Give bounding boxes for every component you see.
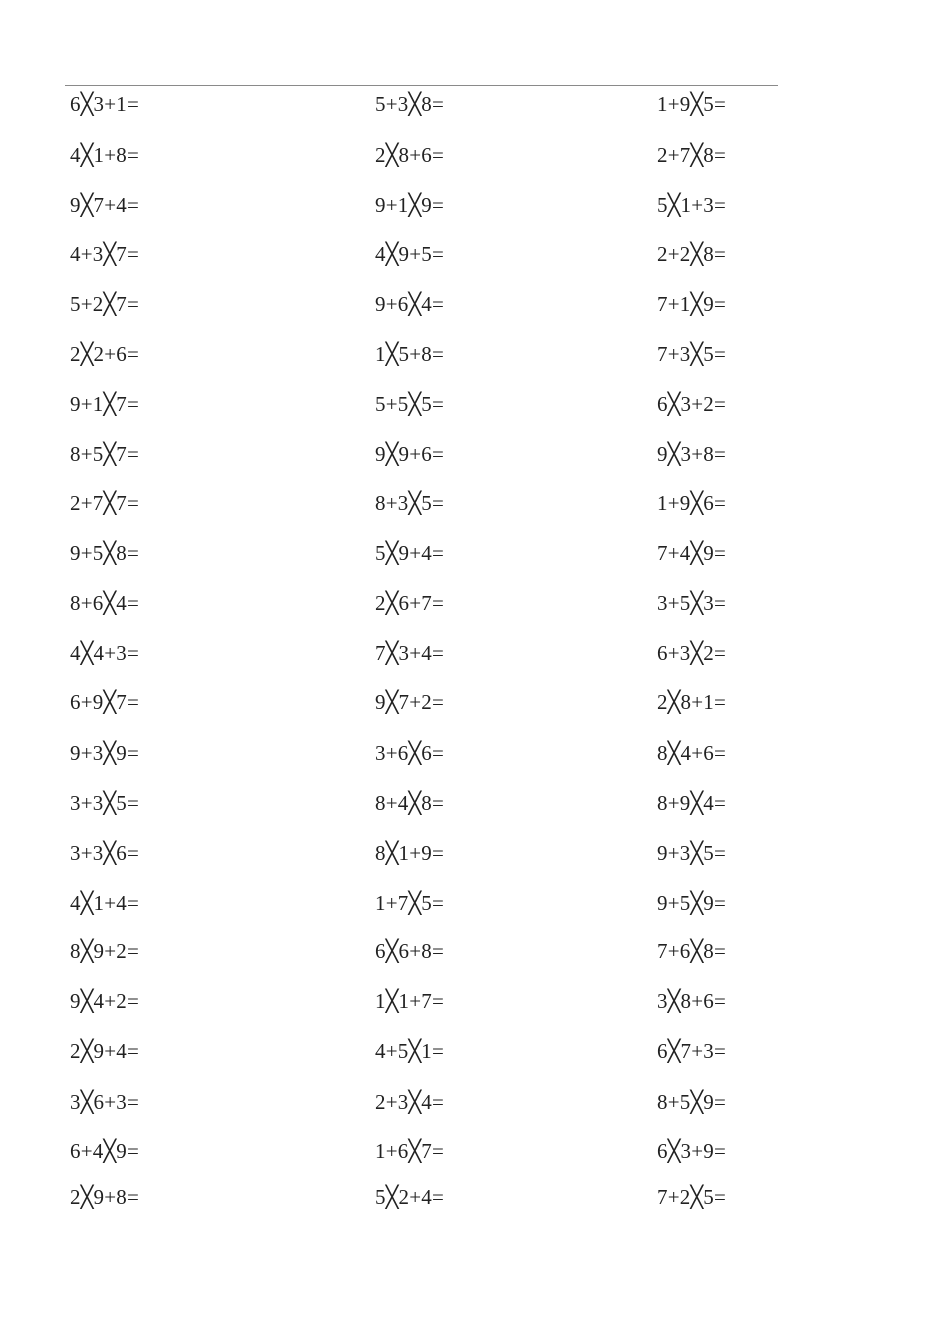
problem-c2-r3: 9+1╳9= xyxy=(375,193,445,217)
problem-c2-r22: 1+6╳7= xyxy=(375,1139,445,1163)
problem-c2-r6: 1╳5+8= xyxy=(375,342,445,366)
problem-c3-r2: 2+7╳8= xyxy=(657,143,727,167)
problem-c1-r2: 4╳1+8= xyxy=(70,143,140,167)
problem-c1-r21: 3╳6+3= xyxy=(70,1090,140,1114)
problem-c3-r20: 6╳7+3= xyxy=(657,1039,727,1063)
problem-c3-r3: 5╳1+3= xyxy=(657,193,727,217)
problem-c1-r20: 2╳9+4= xyxy=(70,1039,140,1063)
problem-c3-r16: 9+3╳5= xyxy=(657,841,727,865)
problem-c2-r18: 6╳6+8= xyxy=(375,939,445,963)
problem-c3-r7: 6╳3+2= xyxy=(657,392,727,416)
problem-c2-r16: 8╳1+9= xyxy=(375,841,445,865)
problem-c3-r17: 9+5╳9= xyxy=(657,891,727,915)
problem-c1-r1: 6╳3+1= xyxy=(70,92,140,116)
problem-c1-r22: 6+4╳9= xyxy=(70,1139,140,1163)
problem-c2-r13: 9╳7+2= xyxy=(375,690,445,714)
problem-c1-r13: 6+9╳7= xyxy=(70,690,140,714)
problem-c3-r23: 7+2╳5= xyxy=(657,1185,727,1209)
problem-c1-r15: 3+3╳5= xyxy=(70,791,140,815)
problem-c1-r11: 8+6╳4= xyxy=(70,591,140,615)
problem-c3-r1: 1+9╳5= xyxy=(657,92,727,116)
problem-c3-r19: 3╳8+6= xyxy=(657,989,727,1013)
problem-c3-r18: 7+6╳8= xyxy=(657,939,727,963)
problem-c2-r15: 8+4╳8= xyxy=(375,791,445,815)
problem-c3-r8: 9╳3+8= xyxy=(657,442,727,466)
problem-c2-r11: 2╳6+7= xyxy=(375,591,445,615)
problem-c1-r7: 9+1╳7= xyxy=(70,392,140,416)
problem-c3-r5: 7+1╳9= xyxy=(657,292,727,316)
problem-c2-r19: 1╳1+7= xyxy=(375,989,445,1013)
problem-c1-r3: 9╳7+4= xyxy=(70,193,140,217)
problem-c1-r9: 2+7╳7= xyxy=(70,491,140,515)
problem-c3-r11: 3+5╳3= xyxy=(657,591,727,615)
problem-c3-r4: 2+2╳8= xyxy=(657,242,727,266)
problem-c2-r17: 1+7╳5= xyxy=(375,891,445,915)
problem-c3-r22: 6╳3+9= xyxy=(657,1139,727,1163)
problem-c3-r10: 7+4╳9= xyxy=(657,541,727,565)
problem-c1-r23: 2╳9+8= xyxy=(70,1185,140,1209)
problem-c1-r5: 5+2╳7= xyxy=(70,292,140,316)
problem-c3-r14: 8╳4+6= xyxy=(657,741,727,765)
problem-c1-r4: 4+3╳7= xyxy=(70,242,140,266)
problem-c2-r5: 9+6╳4= xyxy=(375,292,445,316)
problem-c2-r14: 3+6╳6= xyxy=(375,741,445,765)
problem-c2-r10: 5╳9+4= xyxy=(375,541,445,565)
problem-c1-r14: 9+3╳9= xyxy=(70,741,140,765)
problem-c3-r6: 7+3╳5= xyxy=(657,342,727,366)
problem-c2-r8: 9╳9+6= xyxy=(375,442,445,466)
problem-c2-r2: 2╳8+6= xyxy=(375,143,445,167)
problem-c1-r8: 8+5╳7= xyxy=(70,442,140,466)
problem-c3-r15: 8+9╳4= xyxy=(657,791,727,815)
problem-c3-r12: 6+3╳2= xyxy=(657,641,727,665)
problem-c3-r13: 2╳8+1= xyxy=(657,690,727,714)
problem-c2-r7: 5+5╳5= xyxy=(375,392,445,416)
problem-c1-r10: 9+5╳8= xyxy=(70,541,140,565)
problem-c1-r6: 2╳2+6= xyxy=(70,342,140,366)
problem-c2-r21: 2+3╳4= xyxy=(375,1090,445,1114)
problem-c2-r9: 8+3╳5= xyxy=(375,491,445,515)
problem-c3-r21: 8+5╳9= xyxy=(657,1090,727,1114)
problem-c3-r9: 1+9╳6= xyxy=(657,491,727,515)
problem-c2-r12: 7╳3+4= xyxy=(375,641,445,665)
problem-c2-r20: 4+5╳1= xyxy=(375,1039,445,1063)
problem-c1-r16: 3+3╳6= xyxy=(70,841,140,865)
problem-c1-r18: 8╳9+2= xyxy=(70,939,140,963)
problem-c1-r12: 4╳4+3= xyxy=(70,641,140,665)
problem-c2-r1: 5+3╳8= xyxy=(375,92,445,116)
problem-c1-r17: 4╳1+4= xyxy=(70,891,140,915)
problem-c1-r19: 9╳4+2= xyxy=(70,989,140,1013)
problem-c2-r4: 4╳9+5= xyxy=(375,242,445,266)
problem-c2-r23: 5╳2+4= xyxy=(375,1185,445,1209)
